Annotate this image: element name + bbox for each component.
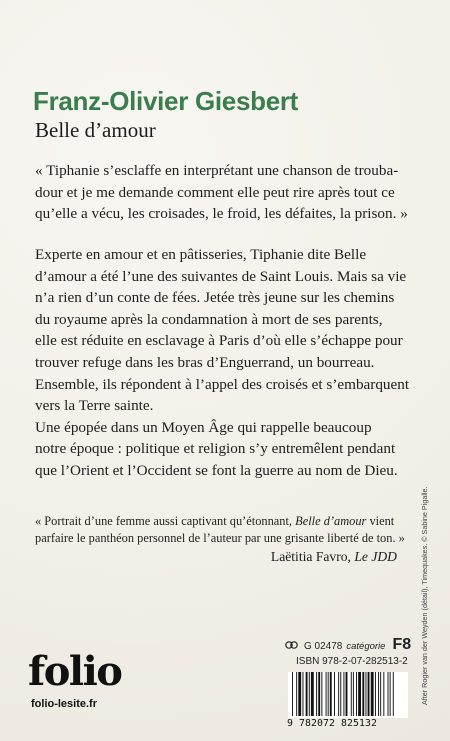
author-name: Franz-Olivier Giesbert bbox=[33, 86, 299, 116]
press-attribution-name: Laëtitia Favro, bbox=[270, 549, 355, 564]
barcode-bar bbox=[390, 672, 391, 716]
summary-line: Experte en amour et en pâtisseries, Tiphanie dite Belle bbox=[35, 246, 367, 263]
barcode-bar bbox=[309, 672, 310, 716]
summary-line: que l’Orient et l’Occident se font la guerre au nom de Dieu. bbox=[35, 461, 398, 479]
opening-quote bbox=[35, 160, 408, 225]
barcode-bar bbox=[366, 672, 367, 716]
catalog-code bbox=[285, 636, 411, 654]
press-attribution bbox=[271, 549, 397, 565]
barcode-bar bbox=[388, 672, 389, 716]
barcode-bar bbox=[362, 672, 364, 716]
barcode-bar bbox=[303, 672, 304, 716]
barcode bbox=[288, 672, 408, 718]
quote-line: « Tiphanie s’esclaffe en interprétant une chanson de trouba- bbox=[35, 162, 399, 179]
barcode-bar bbox=[371, 672, 374, 716]
publisher-website: folio-lesite.fr bbox=[31, 698, 98, 710]
barcode-bar bbox=[318, 672, 320, 716]
barcode-bar bbox=[298, 672, 301, 716]
catalog-number: G 02478 bbox=[304, 641, 343, 652]
barcode-bar bbox=[306, 672, 308, 716]
isbn: ISBN 978-2-07-282513-2 bbox=[296, 656, 408, 667]
barcode-bar bbox=[292, 672, 293, 716]
barcode-bar bbox=[334, 672, 335, 716]
category-label: catégorie bbox=[346, 641, 386, 652]
barcode-bar bbox=[338, 672, 339, 716]
press-quote-text: « Portrait d’une femme aussi captivant qu’étonnant, bbox=[35, 514, 296, 528]
summary-line: Ensemble, ils répondent à l’appel des croisés et s’embarquent bbox=[35, 375, 410, 393]
barcode-bar bbox=[316, 672, 317, 716]
barcode-bars bbox=[288, 672, 408, 718]
double-circle-icon bbox=[285, 640, 298, 652]
summary-line: du royaume après la condamnation à mort de ses parents, bbox=[35, 310, 383, 328]
summary-line: d’amour a été l’une des suivantes de Saint Louis. Mais sa vie bbox=[35, 267, 407, 285]
summary-line: n’a rien d’un conte de fées. Jetée très jeune sur les chemins bbox=[35, 289, 395, 307]
barcode-bar bbox=[375, 672, 376, 716]
press-quote-text: parfaire le panthéon personnel de l’auteur par une grisante liberté de ton. » bbox=[35, 531, 405, 545]
barcode-bar bbox=[356, 672, 357, 716]
book-title: Belle d’amour bbox=[35, 118, 156, 142]
barcode-bar bbox=[346, 672, 348, 716]
summary-line: trouver refuge dans les bras d’Enguerrand, un bourreau. bbox=[35, 353, 375, 371]
barcode-bar bbox=[330, 672, 332, 716]
barcode-bar bbox=[311, 672, 314, 716]
summary-line: vers la Terre sainte. bbox=[35, 397, 154, 415]
barcode-bar bbox=[393, 672, 394, 716]
summary bbox=[35, 244, 410, 482]
barcode-bar bbox=[353, 672, 354, 716]
barcode-bar bbox=[340, 672, 341, 716]
barcode-bar bbox=[383, 672, 384, 716]
barcode-bar bbox=[351, 672, 352, 716]
image-credit: After Rogier van der Weyden (détail), Timequakes. © Sabine Pigalle. bbox=[420, 486, 429, 705]
summary-line: elle est réduite en esclavage à Paris d’où elle s’échappe pour bbox=[35, 332, 403, 350]
publisher-logo: folio bbox=[28, 648, 122, 695]
barcode-bar bbox=[326, 672, 327, 716]
barcode-bar bbox=[321, 672, 322, 716]
press-quote-title: Belle d’amour bbox=[295, 514, 367, 528]
barcode-bar bbox=[358, 672, 361, 716]
barcode-digits: 9 782072 825132 bbox=[287, 718, 377, 729]
price-category: F8 bbox=[392, 636, 412, 653]
summary-line: notre époque : politique et religion s’y entremêlent pendant bbox=[35, 440, 396, 458]
barcode-bar bbox=[378, 672, 379, 716]
barcode-bar bbox=[296, 672, 297, 716]
press-attribution-source: Le JDD bbox=[354, 549, 397, 564]
barcode-bar bbox=[328, 672, 329, 716]
quote-line: dour et je me demande comment elle peut rire après tout ce bbox=[35, 183, 395, 201]
barcode-bar bbox=[343, 672, 344, 716]
barcode-bar bbox=[368, 672, 370, 716]
press-quote bbox=[35, 513, 405, 547]
barcode-bar bbox=[380, 672, 381, 716]
press-quote-text: vient bbox=[366, 514, 395, 528]
summary-line: Une épopée dans un Moyen Âge qui rappelle beaucoup bbox=[35, 418, 372, 436]
quote-line: qu’elle a vécu, les croisades, le froid, les défaites, la prison. » bbox=[35, 205, 408, 223]
